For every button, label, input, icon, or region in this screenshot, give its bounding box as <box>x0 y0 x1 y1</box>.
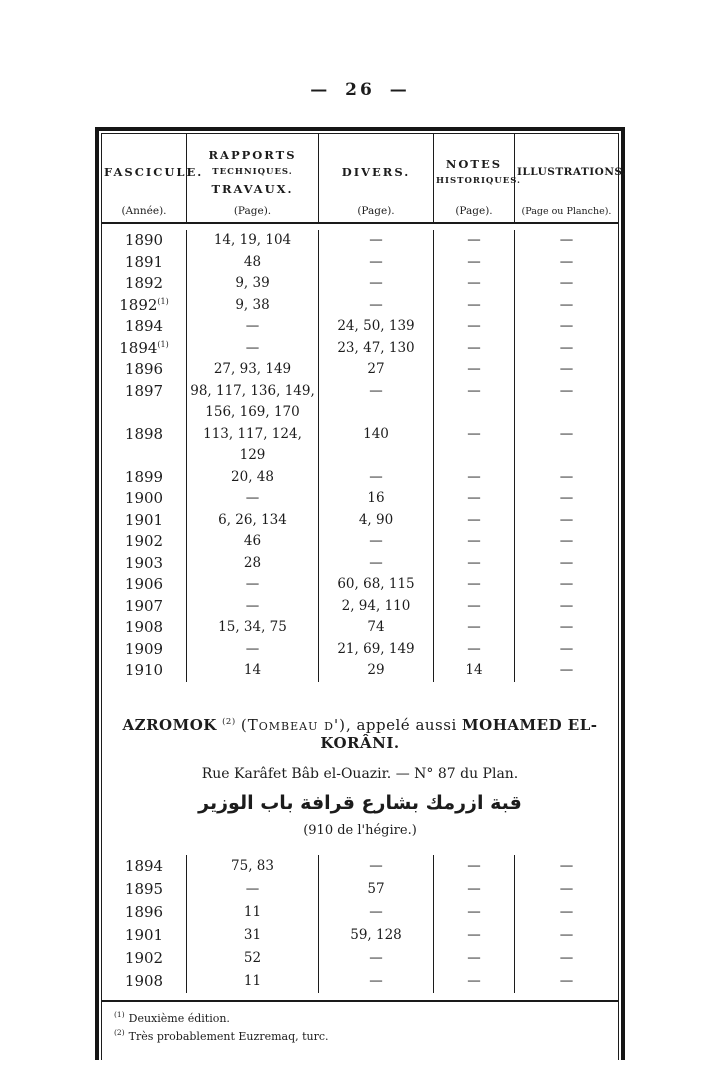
cell-rapports-pages: 11 <box>186 901 318 924</box>
cell-illustrations-pages: — <box>514 596 618 618</box>
cell-divers-pages: 74 <box>318 617 433 639</box>
cell-fascicule-year: 1909 <box>124 639 164 658</box>
monument-hegira-date: (910 de l'hégire.) <box>303 822 417 838</box>
cell-notes-pages: — <box>433 617 514 639</box>
cell-divers-pages: — <box>318 531 433 553</box>
cell-notes-pages: — <box>433 230 514 252</box>
col-title-line: FASCICULE. <box>104 164 204 179</box>
cell-rapports-pages: 9, 38 <box>186 295 318 317</box>
cell-notes-pages: — <box>433 359 514 381</box>
cell-divers-pages: 21, 69, 149 <box>318 639 433 661</box>
col-title-block <box>321 138 431 205</box>
cell-fascicule-year: 1894 <box>124 856 164 875</box>
cell-notes-pages: — <box>433 553 514 575</box>
col-title-line: ILLUSTRATIONS. <box>517 166 627 178</box>
cell-notes-pages: — <box>433 970 514 993</box>
cell-notes-pages: — <box>433 855 514 878</box>
col-header-divers <box>318 134 433 222</box>
cell-rapports-pages: 31 <box>186 924 318 947</box>
cell-rapports-pages: 15, 34, 75 <box>186 617 318 639</box>
cell-divers-pages: 29 <box>318 660 433 682</box>
table-row <box>102 510 618 532</box>
cell-divers-pages: — <box>318 381 433 424</box>
cell-divers-pages: 24, 50, 139 <box>318 316 433 338</box>
table-body-1894-1908 <box>102 850 618 1000</box>
cell-fascicule-year: 1891 <box>124 252 164 271</box>
cell-divers-pages: 4, 90 <box>318 510 433 532</box>
table-row <box>102 617 618 639</box>
cell-rapports-pages: 46 <box>186 531 318 553</box>
cell-notes-pages: — <box>433 639 514 661</box>
cell-fascicule-year: 1907 <box>124 596 164 615</box>
cell-divers-pages: — <box>318 273 433 295</box>
cell-illustrations-pages: — <box>514 855 618 878</box>
cell-illustrations-pages: — <box>514 273 618 295</box>
col-header-fascicule <box>102 134 204 222</box>
cell-fascicule-year: 1900 <box>124 489 164 507</box>
cell-notes-pages: — <box>433 273 514 295</box>
cell-fascicule-year: 1894$^{(1)}$ <box>119 338 169 357</box>
cell-rapports-pages: 20, 48 <box>186 467 318 489</box>
table-row <box>102 273 618 295</box>
cell-illustrations-pages: — <box>514 574 618 596</box>
cell-rapports-pages: 6, 26, 134 <box>186 510 318 532</box>
cell-illustrations-pages: — <box>514 488 618 510</box>
table-row <box>102 660 618 682</box>
cell-divers-pages: — <box>318 252 433 274</box>
cell-illustrations-pages: — <box>514 338 618 360</box>
cell-illustrations-pages: — <box>514 359 618 381</box>
col-title-block <box>104 138 204 205</box>
footnote-marker: (1) <box>114 1009 125 1019</box>
cell-fascicule-year: 1899 <box>124 467 164 486</box>
cell-fascicule-year: 1890 <box>124 231 164 249</box>
col-header-illustrations <box>514 134 627 222</box>
cell-illustrations-pages: — <box>514 639 618 661</box>
cell-fascicule-year: 1910 <box>124 661 164 679</box>
cell-fascicule-year: 1902 <box>124 948 164 967</box>
cell-divers-pages: 59, 128 <box>318 924 433 947</box>
table-row <box>102 878 618 901</box>
cell-fascicule-year: 1908 <box>124 618 164 636</box>
col-title-line: RAPPORTS <box>208 147 297 162</box>
cell-illustrations-pages: — <box>514 531 618 553</box>
footnote <box>114 1010 606 1028</box>
cell-notes-pages: — <box>433 574 514 596</box>
col-subtitle: (Année). <box>121 205 167 217</box>
cell-divers-pages: — <box>318 947 433 970</box>
cell-divers-pages: — <box>318 230 433 252</box>
cell-illustrations-pages: — <box>514 467 618 489</box>
table-row <box>102 295 618 317</box>
footnotes-block <box>102 1002 618 1060</box>
cell-fascicule-year: 1892$^{(1)}$ <box>119 295 169 314</box>
cell-rapports-pages: — <box>186 596 318 618</box>
col-title-line: NOTES <box>445 157 503 171</box>
table-row <box>102 381 618 424</box>
cell-notes-pages: — <box>433 252 514 274</box>
cell-illustrations-pages: — <box>514 424 618 467</box>
col-header-rapports <box>186 134 318 222</box>
cell-fascicule-year: 1892 <box>124 274 164 292</box>
cell-notes-pages: — <box>433 878 514 901</box>
cell-fascicule-year: 1906 <box>124 575 164 593</box>
cell-divers-pages: — <box>318 901 433 924</box>
cell-rapports-pages: 14 <box>186 660 318 682</box>
cell-notes-pages: — <box>433 947 514 970</box>
table-body-1890-1910 <box>102 224 618 690</box>
table-row <box>102 901 618 924</box>
monument-name: AZROMOK <box>122 715 217 734</box>
table-row <box>102 252 618 274</box>
cell-notes-pages: — <box>433 295 514 317</box>
table-row <box>102 488 618 510</box>
table-row <box>102 316 618 338</box>
cell-rapports-pages: 52 <box>186 947 318 970</box>
col-subtitle: (Page ou Planche). <box>521 206 612 217</box>
col-subtitle: (Page). <box>233 205 272 217</box>
cell-fascicule-year: 1908 <box>124 971 164 990</box>
cell-illustrations-pages: — <box>514 252 618 274</box>
cell-illustrations-pages: — <box>514 617 618 639</box>
table-row <box>102 553 618 575</box>
cell-fascicule-year: 1902 <box>124 532 164 550</box>
table-row <box>102 639 618 661</box>
cell-divers-pages: — <box>318 855 433 878</box>
col-title-block <box>517 138 627 206</box>
index-table-frame <box>95 127 625 1060</box>
year-footnote-ref: (1) <box>157 339 169 349</box>
cell-divers-pages: — <box>318 970 433 993</box>
cell-divers-pages: — <box>318 295 433 317</box>
table-row <box>102 924 618 947</box>
col-subtitle: (Page). <box>455 205 493 217</box>
cell-rapports-pages: 27, 93, 149 <box>186 359 318 381</box>
cell-divers-pages: 16 <box>318 488 433 510</box>
cell-notes-pages: — <box>433 901 514 924</box>
cell-divers-pages: — <box>318 467 433 489</box>
footnote-text: Deuxième édition. <box>128 1011 230 1025</box>
table-row <box>102 230 618 252</box>
cell-illustrations-pages: — <box>514 901 618 924</box>
cell-fascicule-year: 1903 <box>124 553 164 572</box>
col-header-notes <box>433 134 522 222</box>
cell-illustrations-pages: — <box>514 316 618 338</box>
cell-divers-pages: 140 <box>318 424 433 467</box>
cell-rapports-pages: 14, 19, 104 <box>186 230 318 252</box>
cell-illustrations-pages: — <box>514 295 618 317</box>
cell-fascicule-year: 1901 <box>124 925 164 944</box>
page-number: — 26 — <box>310 80 410 100</box>
cell-divers-pages: 60, 68, 115 <box>318 574 433 596</box>
cell-illustrations-pages: — <box>514 970 618 993</box>
cell-fascicule-year: 1898 <box>124 424 164 443</box>
table-row <box>102 424 618 467</box>
cell-rapports-pages: 98, 117, 136, 149, 156, 169, 170 <box>186 381 318 424</box>
cell-notes-pages: — <box>433 424 514 467</box>
cell-illustrations-pages: — <box>514 510 618 532</box>
col-title-line: TECHNIQUES. <box>212 166 293 177</box>
col-subtitle: (Page). <box>357 205 395 217</box>
cell-rapports-pages: 113, 117, 124, 129 <box>186 424 318 467</box>
cell-divers-pages: — <box>318 553 433 575</box>
monument-footnote-ref: (2) <box>222 716 236 727</box>
cell-divers-pages: 27 <box>318 359 433 381</box>
cell-rapports-pages: 9, 39 <box>186 273 318 295</box>
cell-rapports-pages: 28 <box>186 553 318 575</box>
cell-illustrations-pages: — <box>514 924 618 947</box>
azromok-section-heading <box>102 690 618 850</box>
cell-fascicule-year: 1901 <box>124 510 164 529</box>
index-table-inner <box>101 133 627 1060</box>
year-footnote-ref: (1) <box>157 296 169 306</box>
cell-notes-pages: 14 <box>433 660 514 682</box>
col-title-block <box>189 138 316 205</box>
cell-notes-pages: — <box>433 596 514 618</box>
cell-illustrations-pages: — <box>514 660 618 682</box>
cell-notes-pages: — <box>433 488 514 510</box>
cell-rapports-pages: — <box>186 488 318 510</box>
cell-notes-pages: — <box>433 924 514 947</box>
cell-notes-pages: — <box>433 467 514 489</box>
table-row <box>102 970 618 993</box>
col-title-line: HISTORIQUES. <box>436 176 522 186</box>
table-row <box>102 855 618 878</box>
monument-type: (Tombeau d') <box>240 715 346 734</box>
monument-alias-connector: , appelé aussi <box>345 715 457 734</box>
cell-rapports-pages: — <box>186 316 318 338</box>
col-title-block <box>436 138 522 205</box>
cell-fascicule-year: 1897 <box>124 381 164 400</box>
cell-rapports-pages: — <box>186 574 318 596</box>
cell-notes-pages: — <box>433 531 514 553</box>
footnote-marker: (2) <box>114 1027 125 1037</box>
monument-title-line <box>112 716 608 752</box>
cell-fascicule-year: 1896 <box>124 360 164 378</box>
table-row <box>102 531 618 553</box>
cell-fascicule-year: 1894 <box>124 317 164 335</box>
cell-rapports-pages: 48 <box>186 252 318 274</box>
cell-rapports-pages: 75, 83 <box>186 855 318 878</box>
footnote <box>114 1028 606 1046</box>
cell-illustrations-pages: — <box>514 381 618 424</box>
cell-illustrations-pages: — <box>514 878 618 901</box>
table-row <box>102 359 618 381</box>
cell-divers-pages: 23, 47, 130 <box>318 338 433 360</box>
footnote-text: Très probablement Euzremaq, turc. <box>128 1029 329 1043</box>
col-title-line: DIVERS. <box>341 164 411 179</box>
monument-arabic-name: قبة ازرمك بشارع قرافة باب الوزير <box>198 791 522 814</box>
monument-address: Rue Karâfet Bâb el-Ouazir. — N° 87 du Plan. <box>201 765 519 782</box>
table-row <box>102 338 618 360</box>
cell-divers-pages: 57 <box>318 878 433 901</box>
cell-rapports-pages: — <box>186 639 318 661</box>
monument-alias: MOHAMED EL-KORÂNI. <box>320 715 598 752</box>
cell-rapports-pages: 11 <box>186 970 318 993</box>
table-header-row <box>102 134 627 224</box>
col-title-line: TRAVAUX. <box>211 181 294 196</box>
table-row <box>102 947 618 970</box>
cell-fascicule-year: 1895 <box>124 879 164 898</box>
cell-notes-pages: — <box>433 510 514 532</box>
cell-notes-pages: — <box>433 316 514 338</box>
cell-divers-pages: 2, 94, 110 <box>318 596 433 618</box>
cell-illustrations-pages: — <box>514 230 618 252</box>
table-row <box>102 574 618 596</box>
table-row <box>102 467 618 489</box>
cell-rapports-pages: — <box>186 338 318 360</box>
cell-notes-pages: — <box>433 338 514 360</box>
table-row <box>102 596 618 618</box>
cell-fascicule-year: 1896 <box>124 902 164 921</box>
cell-illustrations-pages: — <box>514 553 618 575</box>
cell-rapports-pages: — <box>186 878 318 901</box>
cell-notes-pages: — <box>433 381 514 424</box>
cell-illustrations-pages: — <box>514 947 618 970</box>
